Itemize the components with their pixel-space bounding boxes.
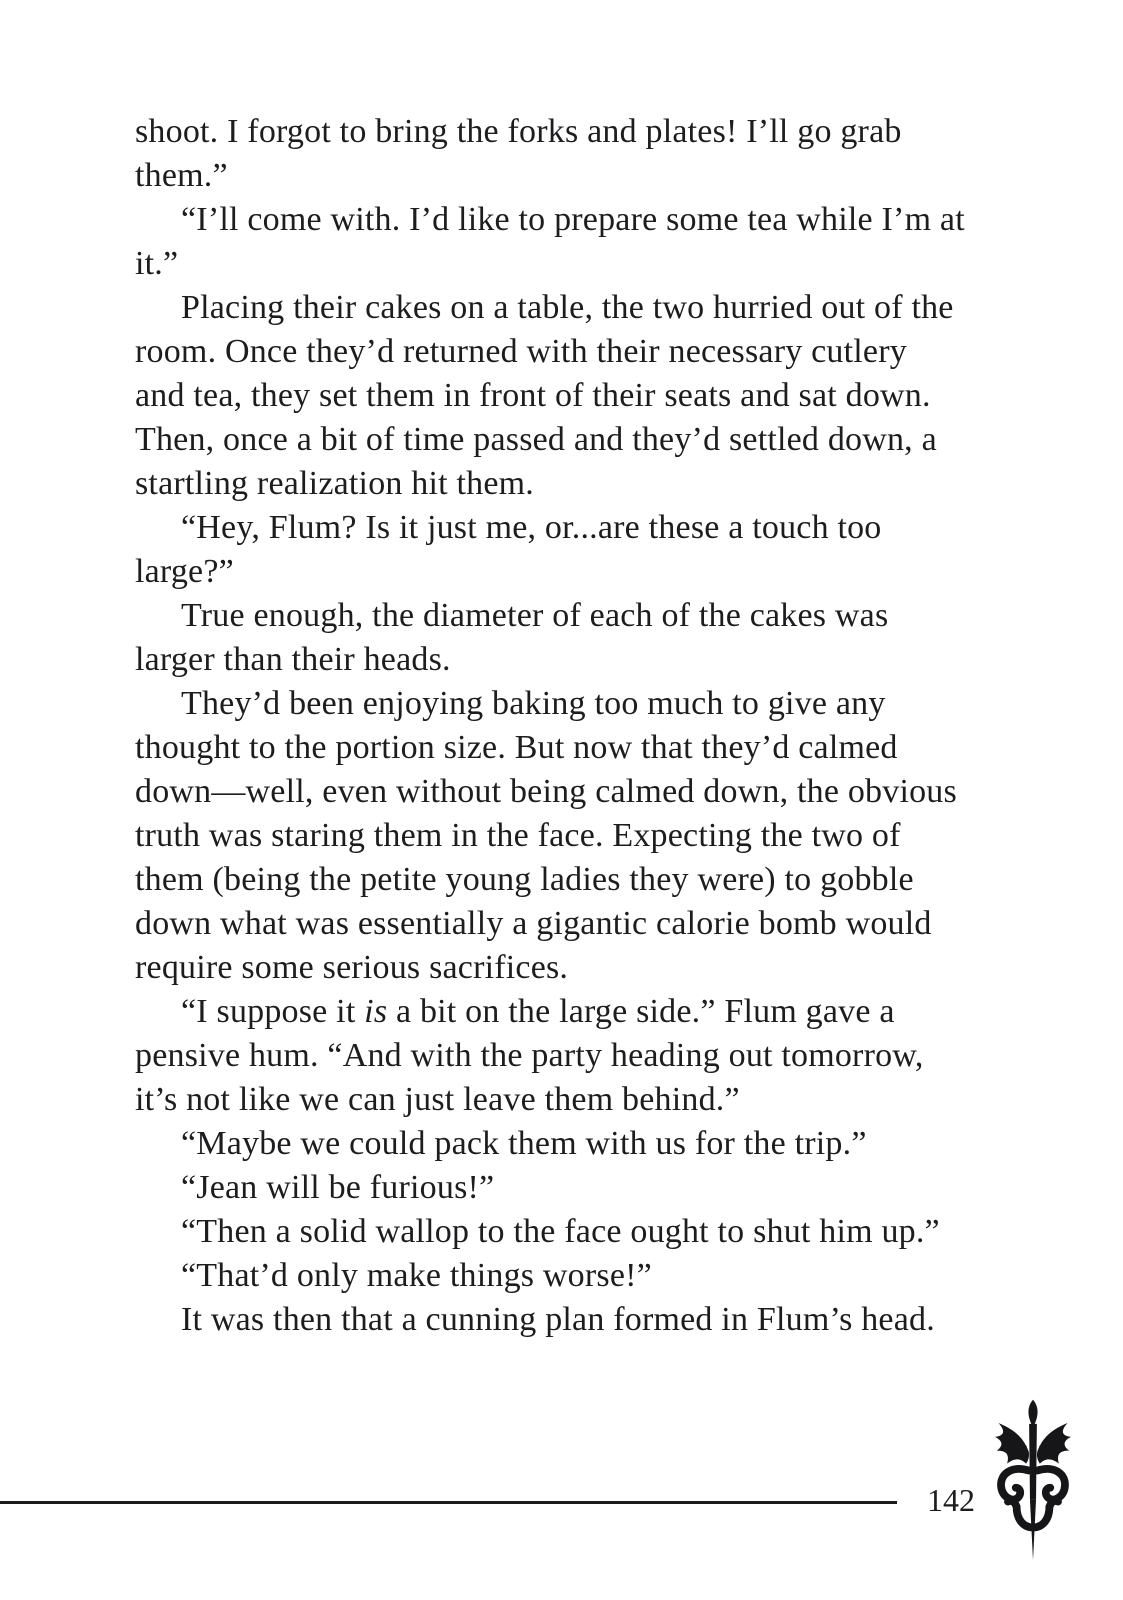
text-line: [135, 638, 1015, 682]
emphasized-text: is: [364, 993, 388, 1030]
text-segment: “I’ll come with. I’d like to prepare some tea while I’m at: [181, 201, 965, 238]
text-line: [135, 1078, 1015, 1122]
text-segment: True enough, the diameter of each of the cakes was: [181, 597, 889, 634]
text-segment: It was then that a cunning plan formed in Flum’s head.: [181, 1301, 935, 1338]
text-segment: Then, once a bit of time passed and they’d settled down, a: [135, 421, 937, 458]
text-segment: down what was essentially a gigantic calorie bomb would: [135, 905, 932, 942]
text-line: [135, 814, 1015, 858]
text-line: [135, 242, 1015, 286]
winged-dagger-emblem-icon: [988, 1398, 1078, 1562]
text-segment: a bit on the large side.” Flum gave a: [387, 993, 895, 1030]
text-segment: “I suppose it: [181, 993, 365, 1030]
text-line: [135, 1122, 1015, 1166]
text-line: [135, 770, 1015, 814]
text-lines-container: [135, 110, 1015, 1342]
page-number: 142: [927, 1482, 975, 1518]
text-line: [135, 198, 1015, 242]
text-segment: “Then a solid wallop to the face ought to shut him up.”: [181, 1213, 940, 1250]
text-line: [135, 418, 1015, 462]
text-line: [135, 726, 1015, 770]
text-line: [135, 462, 1015, 506]
text-line: [135, 1034, 1015, 1078]
text-segment: “Maybe we could pack them with us for the trip.”: [181, 1125, 867, 1162]
text-line: [135, 902, 1015, 946]
text-segment: pensive hum. “And with the party heading out tomorrow,: [135, 1037, 924, 1074]
text-line: [135, 682, 1015, 726]
text-line: [135, 110, 1015, 154]
text-line: [135, 990, 1015, 1034]
text-line: [135, 1254, 1015, 1298]
text-line: [135, 374, 1015, 418]
text-segment: truth was staring them in the face. Expecting the two of: [135, 817, 901, 854]
text-segment: Placing their cakes on a table, the two hurried out of the: [181, 289, 954, 326]
text-segment: them (being the petite young ladies they were) to gobble: [135, 861, 914, 898]
text-line: [135, 506, 1015, 550]
text-segment: them.”: [135, 157, 228, 194]
text-line: [135, 1298, 1015, 1342]
footer-rule: [0, 1501, 897, 1504]
text-segment: it’s not like we can just leave them behind.”: [135, 1081, 740, 1118]
text-line: [135, 858, 1015, 902]
text-segment: shoot. I forgot to bring the forks and plates! I’ll go grab: [135, 113, 902, 150]
text-segment: require some serious sacrifices.: [135, 949, 569, 986]
text-segment: startling realization hit them.: [135, 465, 534, 502]
text-segment: room. Once they’d returned with their necessary cutlery: [135, 333, 907, 370]
text-line: [135, 1166, 1015, 1210]
text-line: [135, 154, 1015, 198]
body-text: [135, 110, 1015, 1342]
text-segment: large?”: [135, 553, 234, 590]
text-line: [135, 946, 1015, 990]
text-segment: They’d been enjoying baking too much to give any: [181, 685, 886, 722]
text-segment: thought to the portion size. But now that they’d calmed: [135, 729, 898, 766]
text-segment: “Jean will be furious!”: [181, 1169, 495, 1206]
text-line: [135, 550, 1015, 594]
text-line: [135, 1210, 1015, 1254]
text-line: [135, 594, 1015, 638]
text-segment: down—well, even without being calmed down, the obvious: [135, 773, 957, 810]
text-segment: “Hey, Flum? Is it just me, or...are these a touch too: [181, 509, 882, 546]
text-segment: larger than their heads.: [135, 641, 451, 678]
text-segment: “That’d only make things worse!”: [181, 1257, 652, 1294]
text-line: [135, 286, 1015, 330]
text-segment: it.”: [135, 245, 179, 282]
text-segment: and tea, they set them in front of their seats and sat down.: [135, 377, 931, 414]
text-line: [135, 330, 1015, 374]
